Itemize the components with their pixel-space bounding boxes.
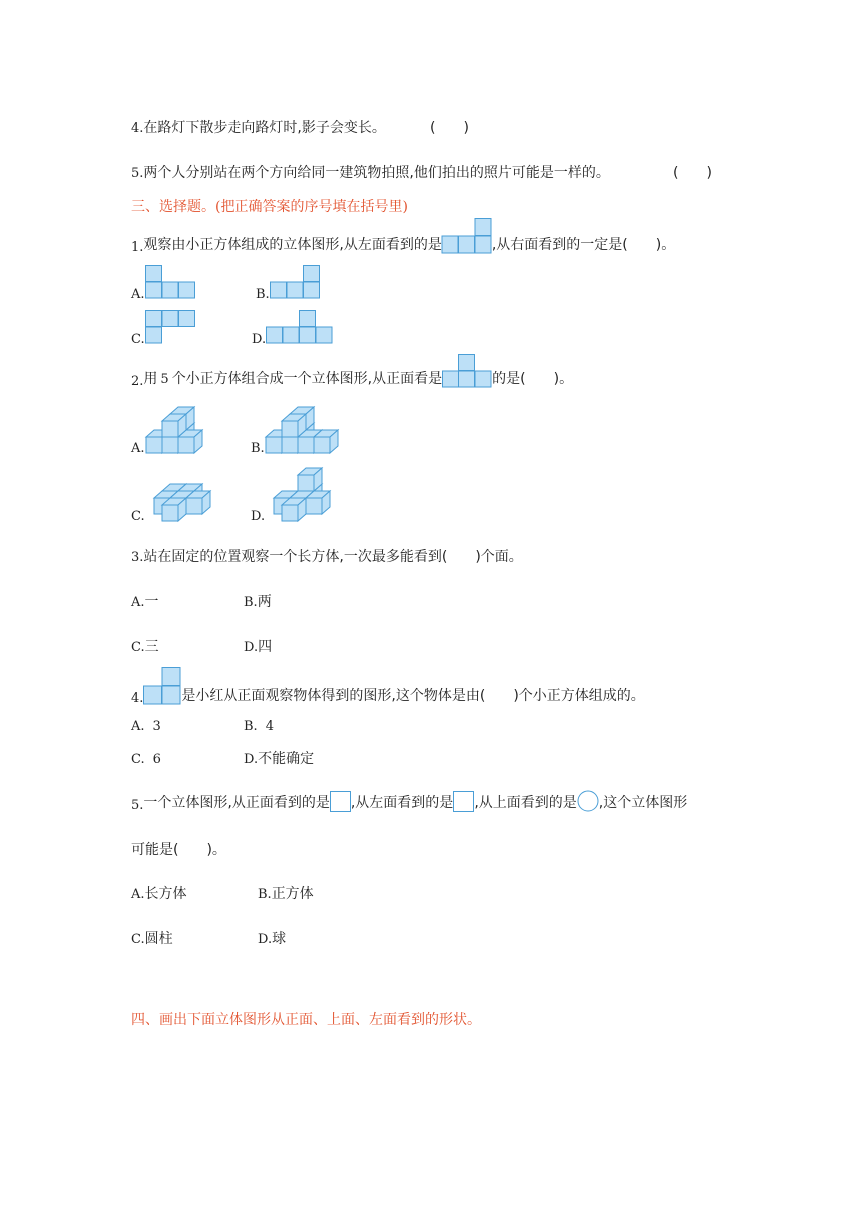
mc-q4-option-c-text: 6 — [152, 752, 161, 767]
mc-q5-number: 5. — [131, 798, 144, 813]
mc-q1-left-view-figure — [442, 218, 492, 254]
mc-q3 — [131, 550, 523, 564]
mc-q5-option-b-label: B. — [258, 887, 272, 902]
mc-q4-option-d-text: 不能确定 — [258, 751, 315, 767]
mc-q4-option-b[interactable] — [244, 719, 274, 733]
mc-q5-option-d-text: 球 — [272, 931, 287, 947]
mc-q1-option-b-figure — [270, 265, 322, 299]
mc-q5-option-a-label: A. — [131, 887, 145, 902]
mc-q5-text-a: 一个立体图形,从正面看到的是 — [143, 795, 330, 811]
mc-q2-option-a-label[interactable]: A. — [131, 441, 145, 456]
mc-q4-option-a-label: A. — [131, 719, 145, 734]
mc-q3-option-a-label: A. — [131, 595, 145, 610]
mc-q4-front-view-figure — [143, 667, 181, 705]
mc-q3-option-c-text: 三 — [144, 639, 159, 655]
mc-q2-option-c-figure — [145, 480, 209, 522]
mc-q1-option-b-label[interactable]: B. — [256, 287, 270, 302]
mc-q3-option-d-label: D. — [244, 640, 259, 655]
mc-q4-number: 4. — [131, 691, 144, 706]
mc-q5-front-view-square — [330, 791, 351, 812]
mc-q2-option-a-figure — [145, 402, 209, 454]
mc-q3-option-d[interactable] — [244, 640, 272, 654]
section-3-title: 三、选择题。(把正确答案的序号填在括号里) — [131, 199, 408, 215]
mc-q4-option-c[interactable] — [131, 752, 161, 766]
judge-q4-number: 4. — [131, 121, 144, 136]
mc-q5-option-c[interactable] — [131, 932, 173, 946]
judge-q5-number: 5. — [131, 166, 144, 181]
mc-q1-number: 1. — [131, 240, 144, 255]
mc-q4-option-d[interactable] — [244, 752, 314, 766]
mc-q4-option-d-label: D. — [244, 752, 259, 767]
mc-q2-option-d-figure — [265, 470, 329, 522]
mc-q3-option-c[interactable] — [131, 640, 159, 654]
mc-q3-option-a[interactable] — [131, 595, 159, 609]
judge-q5-text: 两个人分别站在两个方向给同一建筑物拍照,他们拍出的照片可能是一样的。 — [143, 165, 610, 181]
mc-q5-option-b[interactable] — [258, 887, 314, 901]
mc-q2-option-b-figure — [265, 402, 345, 454]
mc-q5-text-b: ,从左面看到的是 — [350, 795, 454, 811]
mc-q2-option-b-label[interactable]: B. — [251, 441, 265, 456]
mc-q4 — [131, 667, 645, 705]
mc-q4-option-a-text: 3 — [152, 719, 161, 734]
mc-q2-text-a: 用 — [143, 371, 158, 387]
mc-q1-text-b: ,从右面看到的一定是( )。 — [491, 237, 676, 253]
mc-q3-text: 站在固定的位置观察一个长方体,一次最多能看到( )个面。 — [143, 549, 523, 565]
mc-q4-option-c-label: C. — [131, 752, 145, 767]
judge-q4-text: 在路灯下散步走向路灯时,影子会变长。 — [143, 120, 386, 136]
judge-q5 — [131, 166, 610, 180]
mc-q2-front-view-figure — [442, 354, 492, 388]
mc-q5-option-d[interactable] — [258, 932, 286, 946]
section-4-title: 四、画出下面立体图形从正面、上面、左面看到的形状。 — [131, 1012, 481, 1028]
mc-q5 — [131, 790, 687, 812]
mc-q2-option-c-label[interactable]: C. — [131, 509, 145, 524]
judge-q4-answer-paren[interactable]: ( ) — [430, 120, 469, 136]
mc-q5-text-e: 可能是( )。 — [131, 842, 226, 858]
mc-q3-option-d-text: 四 — [258, 639, 273, 655]
mc-q2 — [131, 354, 573, 388]
mc-q1-option-d-label[interactable]: D. — [252, 332, 267, 347]
mc-q5-option-c-label: C. — [131, 932, 145, 947]
mc-q5-text-d: ,这个立体图形 — [598, 795, 688, 811]
mc-q3-option-b-label: B. — [244, 595, 258, 610]
mc-q3-option-b-text: 两 — [257, 594, 272, 610]
mc-q5-top-view-circle — [577, 790, 599, 812]
mc-q1-option-a-figure — [145, 265, 197, 299]
mc-q5-option-b-text: 正方体 — [271, 886, 314, 902]
judge-q4 — [131, 121, 386, 135]
mc-q2-text-b: 个小正方体组合成一个立体图形,从正面看是 — [171, 371, 443, 387]
mc-q1-option-c-figure — [145, 310, 197, 344]
mc-q2-count: 5 — [160, 372, 169, 387]
mc-q5-left-view-square — [453, 791, 474, 812]
mc-q4-option-b-text: 4 — [265, 719, 274, 734]
mc-q5-option-a-text: 长方体 — [144, 886, 187, 902]
mc-q1-option-a-label[interactable]: A. — [131, 287, 145, 302]
mc-q2-number: 2. — [131, 374, 144, 389]
mc-q3-option-b[interactable] — [244, 595, 272, 609]
mc-q4-option-b-label: B. — [244, 719, 258, 734]
mc-q5-option-a[interactable] — [131, 887, 187, 901]
mc-q1-option-d-figure — [266, 310, 336, 344]
mc-q3-option-c-label: C. — [131, 640, 145, 655]
mc-q1-option-c-label[interactable]: C. — [131, 332, 145, 347]
mc-q4-option-a[interactable] — [131, 719, 161, 733]
mc-q4-text: 是小红从正面观察物体得到的图形,这个物体是由( )个小正方体组成的。 — [181, 688, 645, 704]
mc-q5-text-c: ,从上面看到的是 — [474, 795, 577, 811]
judge-q5-answer-paren[interactable]: ( ) — [673, 165, 712, 181]
mc-q2-text-c: 的是( )。 — [492, 371, 574, 387]
mc-q2-option-d-label[interactable]: D. — [251, 509, 266, 524]
mc-q1 — [131, 218, 675, 254]
mc-q3-number: 3. — [131, 550, 144, 565]
mc-q5-option-d-label: D. — [258, 932, 273, 947]
mc-q5-option-c-text: 圆柱 — [144, 931, 173, 947]
mc-q3-option-a-text: 一 — [144, 594, 159, 610]
mc-q1-text-a: 观察由小正方体组成的立体图形,从左面看到的是 — [143, 237, 442, 253]
